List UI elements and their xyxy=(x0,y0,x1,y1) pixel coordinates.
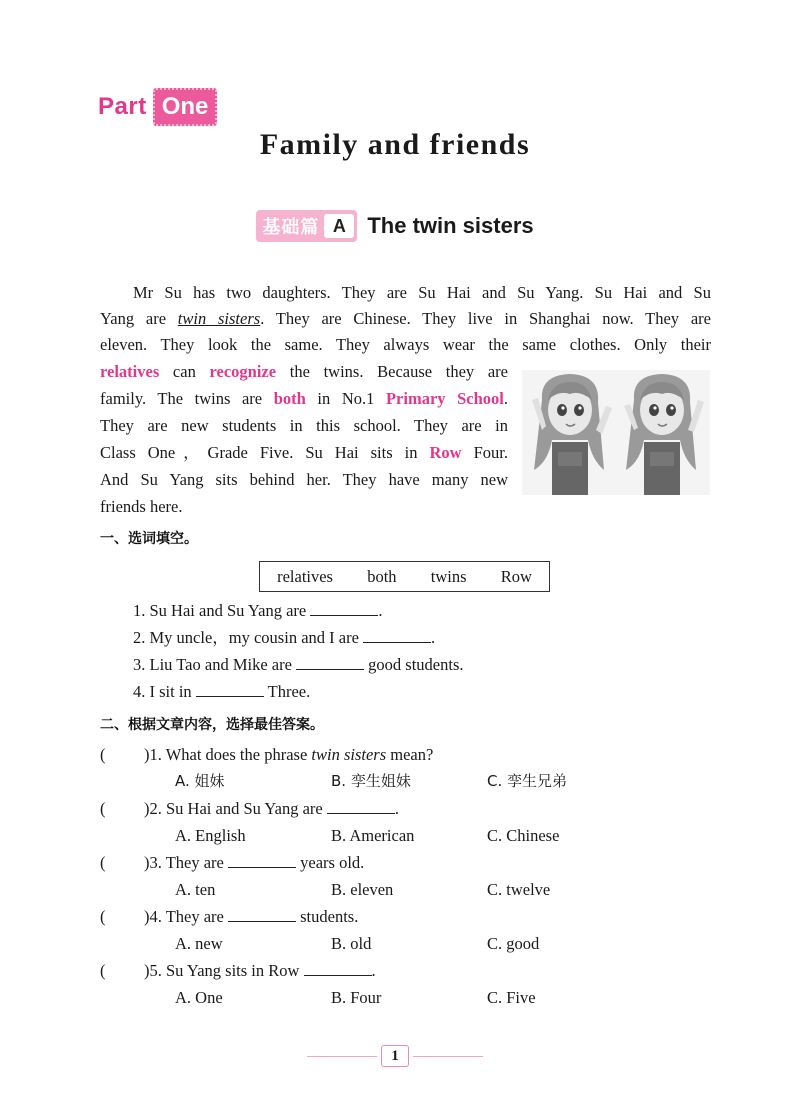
option-a[interactable]: A. One xyxy=(175,988,223,1007)
keyword-primary-school: Primary School xyxy=(385,389,504,408)
lesson-header xyxy=(0,210,790,242)
part-number-badge: One xyxy=(153,88,218,126)
option-b[interactable]: B. old xyxy=(331,934,372,953)
passage-text: the twins. Because they are xyxy=(276,362,508,381)
choice-question xyxy=(100,957,720,984)
question-phrase: twin sisters xyxy=(311,745,387,764)
option-c[interactable]: C. good xyxy=(487,934,540,953)
answer-blank[interactable] xyxy=(296,655,364,670)
fill-blank-question xyxy=(133,624,435,651)
choice-question xyxy=(100,741,720,768)
answer-blank xyxy=(304,961,372,976)
question-text: )3. They are xyxy=(144,853,228,872)
passage-line xyxy=(100,385,508,412)
section-2-heading: 二、根据文章内容，选择最佳答案。 xyxy=(100,717,324,733)
choice-question xyxy=(100,795,720,822)
answer-blank xyxy=(228,853,296,868)
choice-question xyxy=(100,903,720,930)
answer-paren[interactable]: ( xyxy=(100,799,106,818)
option-b[interactable]: B. Four xyxy=(331,988,382,1007)
question-text: . xyxy=(378,601,383,620)
option-b[interactable]: B. eleven xyxy=(331,880,394,899)
question-text: )4. They are xyxy=(144,907,228,926)
answer-paren[interactable]: ( xyxy=(100,961,106,980)
question-text: 3. Liu Tao and Mike are xyxy=(133,655,297,674)
question-text: 1. Su Hai and Su Yang are xyxy=(133,601,311,620)
footer-rule-right xyxy=(413,1056,483,1057)
question-text: )5. Su Yang sits in Row xyxy=(144,961,304,980)
twin-girls-illustration xyxy=(522,370,710,495)
keyword-relatives: relatives xyxy=(100,362,160,381)
keyword-both: both xyxy=(273,389,306,408)
answer-blank[interactable] xyxy=(310,601,378,616)
part-header xyxy=(98,88,217,126)
word-bank-item: Row xyxy=(500,566,532,586)
passage-line: friends here. xyxy=(100,497,183,516)
passage-text: Four. xyxy=(461,443,508,462)
page-footer xyxy=(0,1044,790,1068)
passage-line: Mr Su has two daughters. They are Su Hai and Su Yang. Su Hai and Su xyxy=(133,283,711,302)
keyword-recognize: recognize xyxy=(209,362,277,381)
answer-blank[interactable] xyxy=(196,682,264,697)
passage-text: Yang are xyxy=(100,309,178,328)
passage-text: in No.1 xyxy=(305,389,386,408)
question-text: . xyxy=(431,628,436,647)
question-text: . xyxy=(371,961,376,980)
unit-title: Family and friends xyxy=(259,128,531,161)
option-c[interactable]: C. Chinese xyxy=(487,826,560,845)
page-number-box xyxy=(365,1044,425,1068)
question-text: 4. I sit in xyxy=(133,682,196,701)
option-a[interactable]: A. English xyxy=(175,826,246,845)
passage-text: . They are Chinese. They live in Shanghai now. They are xyxy=(260,309,711,328)
fill-blank-question xyxy=(133,651,464,678)
lesson-badge xyxy=(256,210,357,242)
passage-text: Class One，Grade Five. Su Hai sits in xyxy=(100,443,430,462)
question-text: . xyxy=(394,799,399,818)
passage-text: family. The twins are xyxy=(100,389,274,408)
page-number: 1 xyxy=(381,1045,409,1067)
lesson-tag: 基础篇 xyxy=(262,217,320,238)
question-text: students. xyxy=(296,907,359,926)
passage-line: eleven. They look the same. They always wear the same clothes. Only their xyxy=(100,335,711,354)
passage-text: can xyxy=(159,362,210,381)
option-a[interactable]: A. new xyxy=(175,934,223,953)
question-text: years old. xyxy=(296,853,365,872)
word-bank-item: twins xyxy=(430,566,467,586)
answer-blank xyxy=(327,799,395,814)
fill-blank-question xyxy=(133,678,310,705)
lesson-title: The twin sisters xyxy=(367,213,534,238)
passage-line xyxy=(100,439,508,466)
passage-line: And Su Yang sits behind her. They have many new xyxy=(100,470,508,489)
question-text: )1. What does the phrase xyxy=(144,745,312,764)
footer-rule-left xyxy=(307,1056,377,1057)
section-1-heading: 一、选词填空。 xyxy=(100,531,198,547)
keyword-row: Row xyxy=(429,443,462,462)
option-c[interactable]: C. 孪生兄弟 xyxy=(487,772,568,790)
twin-girls-icon xyxy=(522,370,710,495)
word-bank-item: both xyxy=(367,566,397,586)
word-bank-item: relatives xyxy=(277,566,333,586)
answer-blank xyxy=(228,907,296,922)
question-text: mean? xyxy=(386,745,434,764)
passage-line: They are new students in this school. They are in xyxy=(100,416,508,435)
passage-text: . xyxy=(503,389,508,408)
choice-question xyxy=(100,849,720,876)
option-b[interactable]: B. American xyxy=(331,826,415,845)
option-c[interactable]: C. Five xyxy=(487,988,536,1007)
lesson-letter: A xyxy=(324,214,354,238)
answer-paren[interactable]: ( xyxy=(100,745,106,764)
question-text: Three. xyxy=(263,682,311,701)
part-word: Part xyxy=(98,93,147,120)
answer-blank[interactable] xyxy=(363,628,431,643)
answer-paren[interactable]: ( xyxy=(100,907,106,926)
option-c[interactable]: C. twelve xyxy=(487,880,551,899)
answer-paren[interactable]: ( xyxy=(100,853,106,872)
passage-line xyxy=(100,305,711,332)
question-text: 2. My uncle，my cousin and I are xyxy=(133,628,364,647)
passage-line xyxy=(100,358,508,385)
twin-sisters-phrase: twin sisters xyxy=(177,309,261,328)
fill-blank-question xyxy=(133,597,383,624)
word-bank xyxy=(259,561,550,592)
question-text: good students. xyxy=(364,655,464,674)
option-a[interactable]: A. ten xyxy=(175,880,216,899)
option-b[interactable]: B. 孪生姐妹 xyxy=(331,772,411,790)
option-a[interactable]: A. 姐妹 xyxy=(175,772,225,790)
question-text: )2. Su Hai and Su Yang are xyxy=(144,799,327,818)
